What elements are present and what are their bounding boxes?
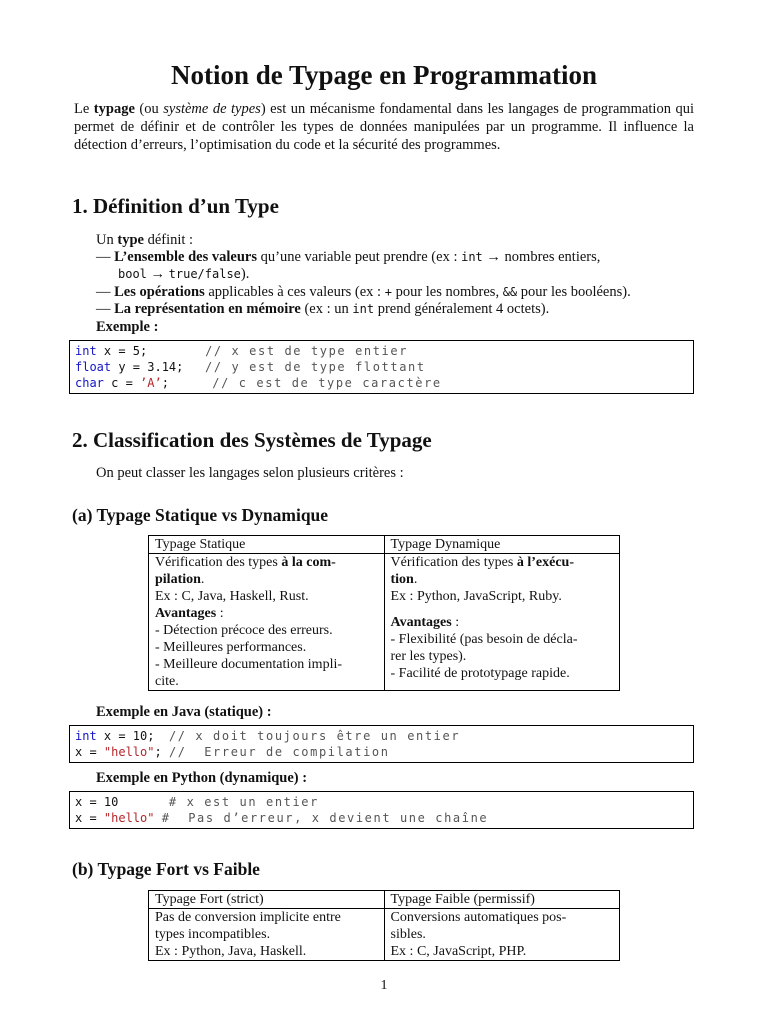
code-line: x = 10 # x est un entier (75, 795, 319, 809)
section-2-heading: 2. Classification des Systèmes de Typage (72, 428, 432, 452)
code-block-types (69, 340, 694, 394)
list-item: — L’ensemble des valeurs qu’une variable peut prendre (ex : int → nombres entiers, (96, 249, 601, 265)
code-line: x = "hello"; // Erreur de compilation (75, 745, 390, 759)
code-block-java (69, 725, 694, 763)
subsection-b-heading: (b) Typage Fort vs Faible (72, 859, 260, 879)
intro-text: ) est un mécanisme fondamental dans les langages de programmation qui permet de définir et de contrôler les types de données manipulées par un programme. Il influence la détection d’erreurs, l’optimisation du code et la sécurité des programmes. (74, 101, 694, 153)
static-cell: Vérification des types à la com- pilation. Ex : C, Java, Haskell, Rust. Avantages : - Détection précoce des erreurs. - Meilleures performances. - Meilleure documentation impli- cite. (149, 554, 385, 691)
list-item: — Les opérations applicables à ces valeurs (ex : + pour les nombres, && pour les booléens). (96, 284, 631, 300)
list-item: — La représentation en mémoire (ex : un int prend généralement 4 octets). (96, 301, 550, 317)
table-row (149, 909, 620, 961)
section-1-heading: 1. Définition d’un Type (72, 194, 279, 218)
intro-italic-term: système de types (163, 101, 261, 117)
intro-bold-term: typage (93, 101, 135, 117)
strong-weak-table (148, 890, 620, 961)
code-block-python (69, 791, 694, 829)
code-line: char c = ’A’; // c est de type caractère (75, 376, 442, 390)
section-1-lead: Un type définit : (96, 232, 194, 248)
code-line: float y = 3.14; // y est de type flottant (75, 360, 426, 374)
intro-text: Le (74, 101, 94, 117)
static-dynamic-table (148, 535, 620, 691)
table-row (149, 536, 620, 554)
code-line: x = "hello" # Pas d’erreur, x devient une chaîne (75, 811, 489, 825)
java-example-label: Exemple en Java (statique) : (96, 704, 272, 720)
page-number: 1 (380, 978, 388, 993)
intro-paragraph (74, 100, 694, 154)
table-header-weak: Typage Faible (permissif) (384, 891, 620, 909)
subsection-a-heading: (a) Typage Statique vs Dynamique (72, 505, 329, 525)
table-row (149, 891, 620, 909)
strong-cell: Pas de conversion implicite entre types incompatibles. Ex : Python, Java, Haskell. (149, 909, 385, 961)
code-line: int x = 10; // x doit toujours être un entier (75, 729, 461, 743)
table-header-strong: Typage Fort (strict) (149, 891, 385, 909)
python-example-label: Exemple en Python (dynamique) : (96, 770, 308, 786)
weak-cell: Conversions automatiques pos- sibles. Ex : C, JavaScript, PHP. (384, 909, 620, 961)
code-line: int x = 5; // x est de type entier (75, 344, 409, 358)
dynamic-cell: Vérification des types à l’exécu- tion. Ex : Python, JavaScript, Ruby. Avantages : - Flexibilité (pas besoin de décla- rer les types). - Facilité de prototypage rapide. (384, 554, 620, 691)
table-header-dynamic: Typage Dynamique (384, 536, 620, 554)
table-row (149, 554, 620, 691)
section-2-lead: On peut classer les langages selon plusieurs critères : (96, 465, 404, 481)
list-item-continuation: bool → true/false). (118, 266, 250, 282)
intro-text: (ou (134, 101, 164, 117)
example-label: Exemple : (96, 319, 159, 335)
table-header-static: Typage Statique (149, 536, 385, 554)
document-title: Notion de Typage en Programmation (171, 60, 597, 90)
